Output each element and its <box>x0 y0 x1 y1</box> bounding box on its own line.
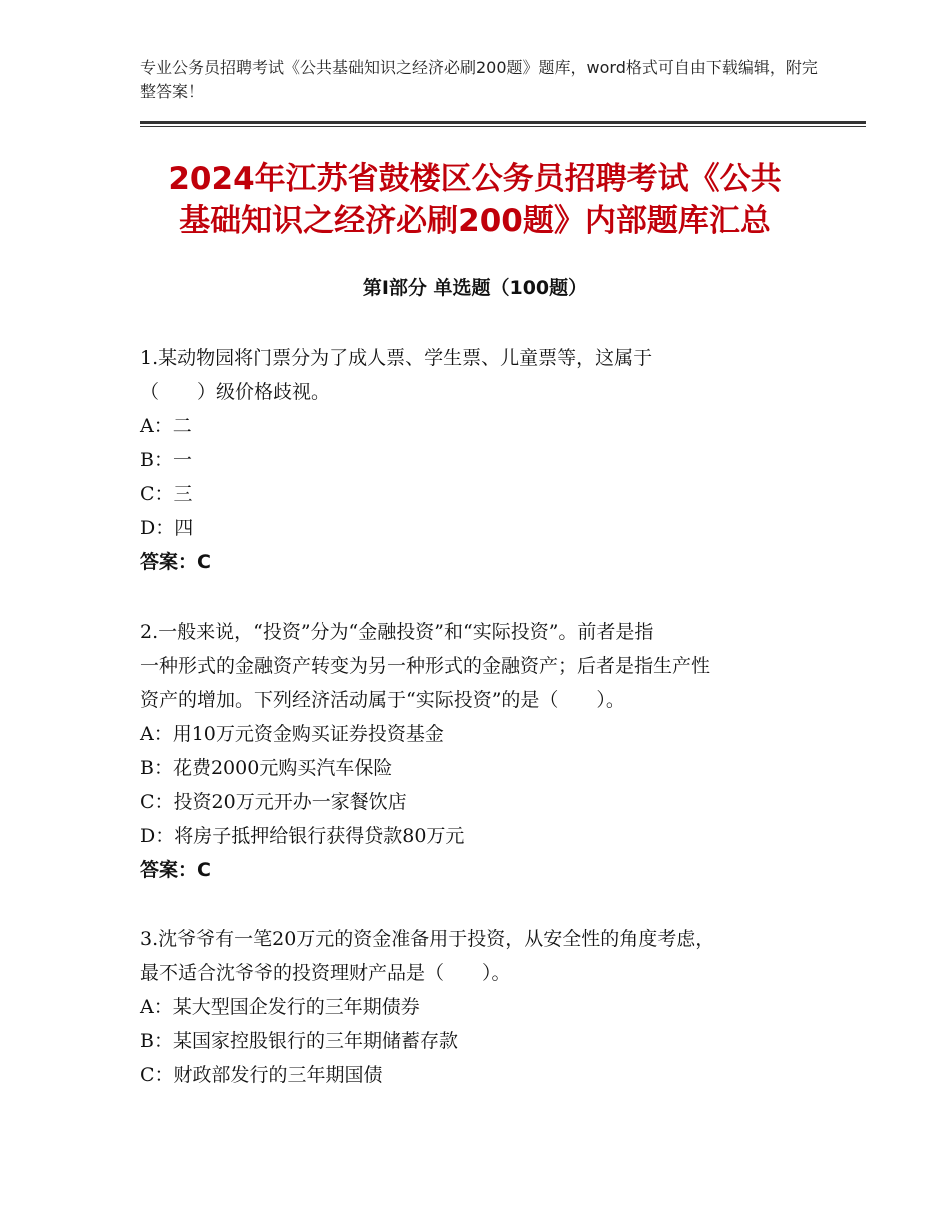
question-stem-line: 资产的增加。下列经济活动属于“实际投资”的是（ ）。 <box>140 689 625 711</box>
answer: 答案：C <box>140 551 211 573</box>
option-d: D：四 <box>140 517 194 539</box>
option-a: A：用10万元资金购买证券投资基金 <box>140 723 444 745</box>
question-stem-line: （ ）级价格歧视。 <box>140 381 331 403</box>
document-title-line-2: 基础知识之经济必刷200题》内部题库汇总 <box>179 203 771 239</box>
question-1 <box>140 341 810 579</box>
document-title-line-1: 2024年江苏省鼓楼区公务员招聘考试《公共 <box>168 161 782 197</box>
document-title <box>100 158 850 242</box>
question-stem-line: 1.某动物园将门票分为了成人票、学生票、儿童票等，这属于 <box>140 347 653 369</box>
option-a: A：二 <box>140 415 192 437</box>
option-c: C：财政部发行的三年期国债 <box>140 1064 383 1086</box>
section-title: 第Ⅰ部分 单选题（100题） <box>362 277 588 299</box>
option-b: B：花费2000元购买汽车保险 <box>140 757 393 779</box>
option-c: C：三 <box>140 483 193 505</box>
question-3 <box>140 922 810 1092</box>
option-b: B：一 <box>140 449 192 471</box>
question-stem-line: 2.一般来说，“投资”分为“金融投资”和“实际投资”。前者是指 <box>140 621 654 643</box>
header-note: 专业公务员招聘考试《公共基础知识之经济必刷200题》题库，word格式可自由下载编辑，附完整答案！ <box>140 58 818 101</box>
header-divider-thick <box>140 121 866 124</box>
question-2 <box>140 615 810 887</box>
answer: 答案：C <box>140 859 211 881</box>
question-stem-line: 一种形式的金融资产转变为另一种形式的金融资产；后者是指生产性 <box>140 655 711 677</box>
question-stem-line: 最不适合沈爷爷的投资理财产品是（ ）。 <box>140 962 511 984</box>
option-c: C：投资20万元开办一家餐饮店 <box>140 791 407 813</box>
header-divider-thin <box>140 126 866 127</box>
option-b: B：某国家控股银行的三年期储蓄存款 <box>140 1030 458 1052</box>
question-stem-line: 3.沈爷爷有一笔20万元的资金准备用于投资，从安全性的角度考虑， <box>140 928 715 950</box>
option-a: A：某大型国企发行的三年期债券 <box>140 996 420 1018</box>
option-d: D：将房子抵押给银行获得贷款80万元 <box>140 825 465 847</box>
